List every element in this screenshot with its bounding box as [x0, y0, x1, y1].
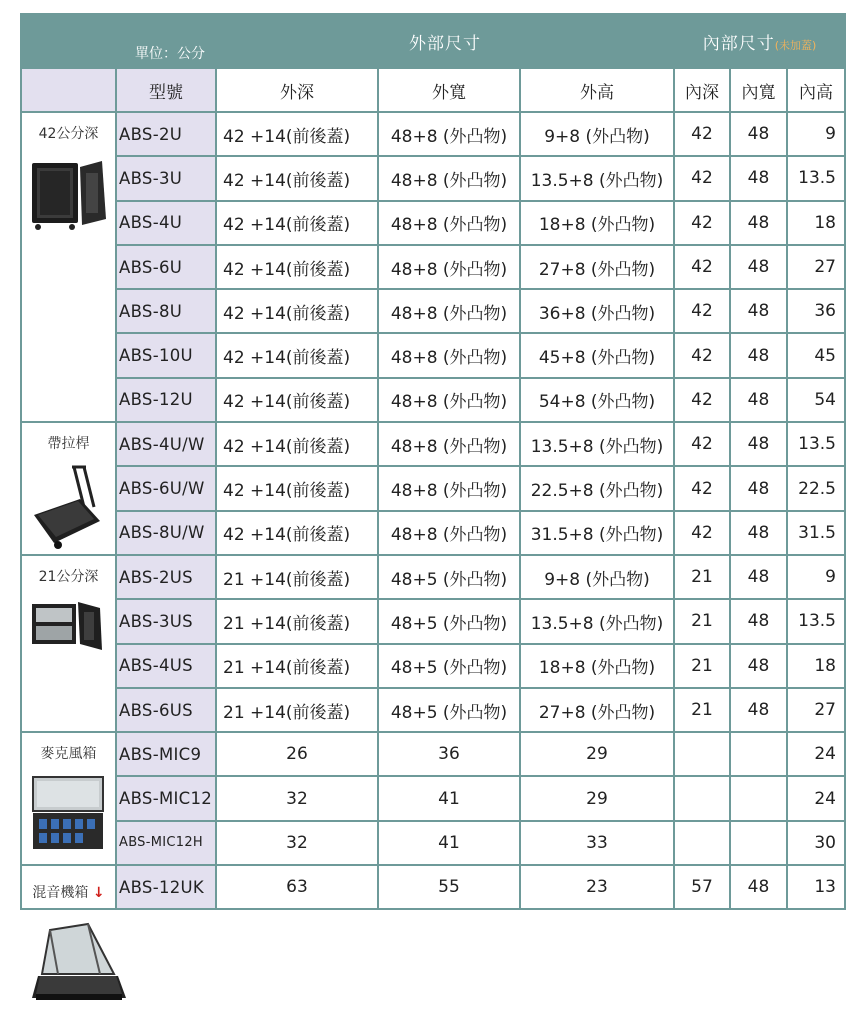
outer-height-cell: 13.5+8 (外凸物) — [520, 156, 674, 200]
blank-header-cell — [21, 68, 116, 112]
inner-width-cell: 48 — [730, 422, 787, 466]
model-cell: ABS-3U — [116, 156, 216, 200]
inner-height-cell: 36 — [787, 289, 845, 333]
outer-width-cell: 48+5 (外凸物) — [378, 688, 520, 732]
inner-height-cell: 13.5 — [787, 156, 845, 200]
outer-depth-cell: 42 +14(前後蓋) — [216, 422, 378, 466]
model-cell: ABS-2US — [116, 555, 216, 599]
inner-width-cell: 48 — [730, 865, 787, 909]
category-label — [22, 123, 115, 143]
col-outer-depth: 外深 — [216, 68, 378, 112]
outer-height-cell: 29 — [520, 776, 674, 820]
inner-depth-cell: 42 — [674, 201, 730, 245]
inner-height-cell: 30 — [787, 821, 845, 865]
category-cell — [21, 732, 116, 865]
category-label — [22, 433, 115, 453]
inner-height-cell: 24 — [787, 776, 845, 820]
inner-depth-cell — [674, 776, 730, 820]
outer-depth-cell: 42 +14(前後蓋) — [216, 201, 378, 245]
category-label — [22, 743, 115, 763]
inner-width-cell: 48 — [730, 156, 787, 200]
inner-depth-cell: 42 — [674, 422, 730, 466]
outer-depth-cell: 26 — [216, 732, 378, 776]
inner-width-cell — [730, 821, 787, 865]
inner-depth-cell: 21 — [674, 644, 730, 688]
outer-height-cell: 9+8 (外凸物) — [520, 555, 674, 599]
table-row — [21, 245, 845, 289]
model-cell: ABS-3US — [116, 599, 216, 643]
outer-height-cell: 27+8 (外凸物) — [520, 245, 674, 289]
table-row — [21, 466, 845, 510]
inner-width-cell: 48 — [730, 378, 787, 422]
outer-height-cell: 27+8 (外凸物) — [520, 688, 674, 732]
outer-depth-cell: 42 +14(前後蓋) — [216, 466, 378, 510]
table-row — [21, 644, 845, 688]
inner-dimensions-header — [674, 14, 845, 68]
outer-height-cell: 13.5+8 (外凸物) — [520, 599, 674, 643]
model-cell: ABS-8U/W — [116, 511, 216, 555]
inner-depth-cell: 42 — [674, 245, 730, 289]
category-name: 麥克風箱 — [40, 746, 97, 763]
table-row — [21, 112, 845, 156]
inner-depth-cell: 42 — [674, 333, 730, 377]
inner-height-cell: 9 — [787, 112, 845, 156]
outer-depth-cell: 21 +14(前後蓋) — [216, 555, 378, 599]
inner-width-cell: 48 — [730, 333, 787, 377]
table-row — [21, 201, 845, 245]
outer-width-cell: 48+8 (外凸物) — [378, 511, 520, 555]
model-cell: ABS-MIC9 — [116, 732, 216, 776]
trolley-case-icon — [28, 463, 110, 553]
outer-width-cell: 36 — [378, 732, 520, 776]
outer-height-cell: 54+8 (外凸物) — [520, 378, 674, 422]
outer-depth-cell: 42 +14(前後蓋) — [216, 511, 378, 555]
outer-height-cell: 33 — [520, 821, 674, 865]
outer-depth-cell: 42 +14(前後蓋) — [216, 378, 378, 422]
category-cell — [21, 422, 116, 555]
inner-height-cell: 54 — [787, 378, 845, 422]
col-outer-height: 外高 — [520, 68, 674, 112]
inner-depth-cell: 57 — [674, 865, 730, 909]
outer-dimensions-header: 外部尺寸 — [216, 14, 674, 68]
outer-width-cell: 41 — [378, 776, 520, 820]
inner-title: 內部尺寸 — [702, 33, 775, 54]
inner-depth-cell: 21 — [674, 555, 730, 599]
inner-depth-cell — [674, 732, 730, 776]
outer-width-cell: 48+8 (外凸物) — [378, 378, 520, 422]
model-cell: ABS-6U — [116, 245, 216, 289]
inner-height-cell: 31.5 — [787, 511, 845, 555]
outer-depth-cell: 21 +14(前後蓋) — [216, 644, 378, 688]
category-cell — [21, 112, 116, 422]
category-label — [22, 882, 115, 902]
category-name: 42公分深 — [38, 126, 99, 142]
inner-depth-cell — [674, 821, 730, 865]
outer-width-cell: 48+8 (外凸物) — [378, 201, 520, 245]
inner-height-cell: 22.5 — [787, 466, 845, 510]
outer-depth-cell: 42 +14(前後蓋) — [216, 245, 378, 289]
outer-width-cell: 48+8 (外凸物) — [378, 289, 520, 333]
outer-height-cell: 18+8 (外凸物) — [520, 201, 674, 245]
outer-depth-cell: 42 +14(前後蓋) — [216, 112, 378, 156]
table-row — [21, 422, 845, 466]
table-row — [21, 688, 845, 732]
model-cell: ABS-4U/W — [116, 422, 216, 466]
category-name: 帶拉桿 — [47, 436, 90, 453]
outer-depth-cell: 21 +14(前後蓋) — [216, 599, 378, 643]
outer-height-cell: 31.5+8 (外凸物) — [520, 511, 674, 555]
inner-depth-cell: 42 — [674, 378, 730, 422]
inner-height-cell: 13 — [787, 865, 845, 909]
model-cell: ABS-12UK — [116, 865, 216, 909]
outer-width-cell: 48+5 (外凸物) — [378, 644, 520, 688]
model-cell: ABS-4US — [116, 644, 216, 688]
col-model: 型號 — [116, 68, 216, 112]
spec-table — [20, 13, 846, 910]
inner-height-cell: 13.5 — [787, 599, 845, 643]
model-cell: ABS-6U/W — [116, 466, 216, 510]
inner-depth-cell: 21 — [674, 599, 730, 643]
inner-depth-cell: 42 — [674, 112, 730, 156]
inner-height-cell: 27 — [787, 688, 845, 732]
rack-case-icon — [28, 153, 110, 235]
outer-height-cell: 23 — [520, 865, 674, 909]
outer-width-cell: 41 — [378, 821, 520, 865]
outer-depth-cell: 63 — [216, 865, 378, 909]
outer-depth-cell: 42 +14(前後蓋) — [216, 156, 378, 200]
outer-width-cell: 48+8 (外凸物) — [378, 245, 520, 289]
header-row-2 — [21, 68, 845, 112]
inner-width-cell: 48 — [730, 289, 787, 333]
model-cell: ABS-12U — [116, 378, 216, 422]
col-inner-depth: 內深 — [674, 68, 730, 112]
model-cell: ABS-6US — [116, 688, 216, 732]
outer-width-cell: 48+8 (外凸物) — [378, 422, 520, 466]
outer-height-cell: 13.5+8 (外凸物) — [520, 422, 674, 466]
model-cell: ABS-MIC12H — [116, 821, 216, 865]
outer-width-cell: 48+8 (外凸物) — [378, 156, 520, 200]
inner-width-cell — [730, 732, 787, 776]
inner-width-cell: 48 — [730, 599, 787, 643]
outer-height-cell: 22.5+8 (外凸物) — [520, 466, 674, 510]
microphone-case-icon — [31, 773, 107, 853]
category-cell — [21, 865, 116, 909]
table-row — [21, 156, 845, 200]
table-row — [21, 555, 845, 599]
table-row — [21, 378, 845, 422]
model-cell: ABS-10U — [116, 333, 216, 377]
col-outer-width: 外寬 — [378, 68, 520, 112]
outer-height-cell: 36+8 (外凸物) — [520, 289, 674, 333]
outer-height-cell: 9+8 (外凸物) — [520, 112, 674, 156]
outer-depth-cell: 42 +14(前後蓋) — [216, 289, 378, 333]
outer-depth-cell: 42 +14(前後蓋) — [216, 333, 378, 377]
outer-width-cell: 48+5 (外凸物) — [378, 599, 520, 643]
inner-width-cell: 48 — [730, 112, 787, 156]
inner-depth-cell: 42 — [674, 511, 730, 555]
inner-height-cell: 18 — [787, 201, 845, 245]
category-name: 21公分深 — [38, 568, 99, 585]
table-row — [21, 821, 845, 865]
model-cell: ABS-4U — [116, 201, 216, 245]
table-row — [21, 599, 845, 643]
table-row — [21, 333, 845, 377]
unit-label: 單位：公分 — [135, 46, 205, 62]
outer-height-cell: 29 — [520, 732, 674, 776]
inner-width-cell: 48 — [730, 644, 787, 688]
inner-width-cell: 48 — [730, 511, 787, 555]
category-cell — [21, 555, 116, 732]
table-row — [21, 289, 845, 333]
inner-depth-cell: 42 — [674, 466, 730, 510]
outer-width-cell: 48+5 (外凸物) — [378, 555, 520, 599]
down-arrow-icon: ↓ — [92, 885, 105, 902]
inner-width-cell: 48 — [730, 201, 787, 245]
inner-width-cell — [730, 776, 787, 820]
outer-width-cell: 48+8 (外凸物) — [378, 466, 520, 510]
inner-note: (未加蓋) — [774, 38, 817, 52]
category-label — [22, 566, 115, 586]
model-cell: ABS-8U — [116, 289, 216, 333]
header-row-1 — [21, 14, 845, 68]
inner-height-cell: 13.5 — [787, 422, 845, 466]
inner-width-cell: 48 — [730, 245, 787, 289]
inner-height-cell: 18 — [787, 644, 845, 688]
outer-height-cell: 18+8 (外凸物) — [520, 644, 674, 688]
col-inner-width: 內寬 — [730, 68, 787, 112]
category-name: 混音機箱 — [32, 885, 89, 902]
outer-depth-cell: 32 — [216, 776, 378, 820]
table-body — [21, 112, 845, 909]
outer-width-cell: 48+8 (外凸物) — [378, 112, 520, 156]
outer-width-cell: 55 — [378, 865, 520, 909]
outer-depth-cell: 21 +14(前後蓋) — [216, 688, 378, 732]
inner-width-cell: 48 — [730, 688, 787, 732]
inner-height-cell: 45 — [787, 333, 845, 377]
table-row — [21, 865, 845, 909]
table-row — [21, 776, 845, 820]
unit-cell — [21, 14, 216, 68]
table-row — [21, 511, 845, 555]
model-cell: ABS-2U — [116, 112, 216, 156]
inner-depth-cell: 42 — [674, 289, 730, 333]
table-row — [21, 732, 845, 776]
inner-depth-cell: 21 — [674, 688, 730, 732]
short-rack-case-icon — [28, 596, 110, 656]
mixer-case-icon — [28, 916, 128, 1006]
inner-height-cell: 24 — [787, 732, 845, 776]
col-inner-height: 內高 — [787, 68, 845, 112]
outer-height-cell: 45+8 (外凸物) — [520, 333, 674, 377]
outer-width-cell: 48+8 (外凸物) — [378, 333, 520, 377]
inner-height-cell: 27 — [787, 245, 845, 289]
inner-width-cell: 48 — [730, 555, 787, 599]
model-cell: ABS-MIC12 — [116, 776, 216, 820]
outer-depth-cell: 32 — [216, 821, 378, 865]
inner-width-cell: 48 — [730, 466, 787, 510]
inner-depth-cell: 42 — [674, 156, 730, 200]
inner-height-cell: 9 — [787, 555, 845, 599]
